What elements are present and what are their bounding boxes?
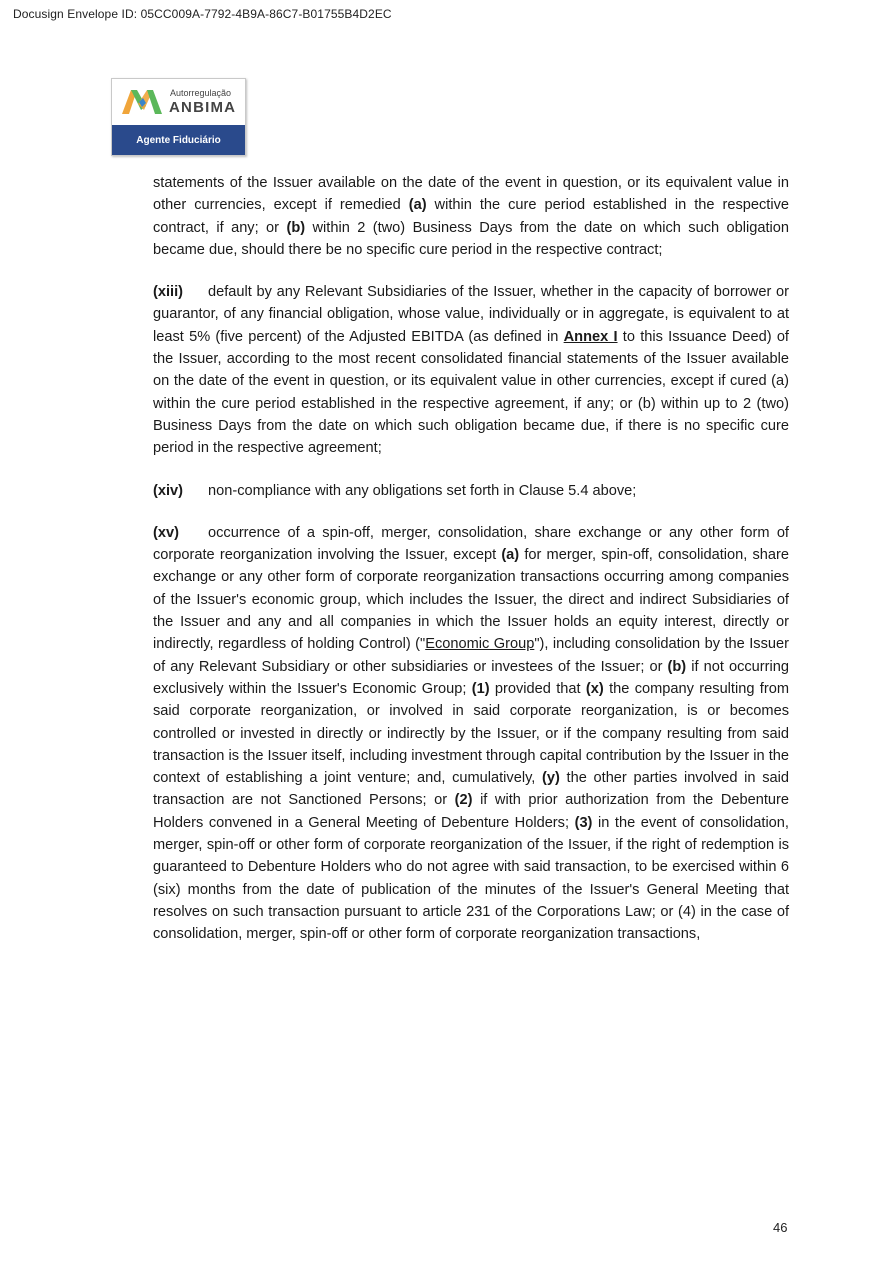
bold-reference: (1): [471, 680, 490, 697]
clause-text: if not occurring exclusively within the Issuer's Economic Group;: [153, 658, 789, 697]
clause-number: (xv): [153, 524, 179, 541]
clause-number: (xiii): [153, 284, 183, 301]
clause-text: "), including consolidation by the Issuer of any Relevant Subsidiary or other subsidiaries or investees of the Issuer; or: [153, 636, 789, 675]
bold-reference: (b): [667, 658, 687, 675]
logo-subtitle: Autorregulação: [170, 88, 232, 98]
clause-text: occurrence of a spin-off, merger, consolidation, share exchange or any other form of corporate reorganization involving the Issuer, except: [153, 524, 789, 564]
bold-reference: (b): [286, 219, 306, 236]
bold-reference: (2): [454, 792, 473, 809]
anbima-logo: [111, 78, 246, 156]
bold-reference: (y): [542, 770, 560, 787]
bold-reference: (a): [501, 547, 520, 564]
clause-text: provided that: [489, 680, 586, 697]
bold-reference: (x): [585, 680, 604, 697]
clause-text: for merger, spin-off, consolidation, share exchange or any other form of corporate reorganization transactions occurring among companies of the Issuer's economic group, which includes the Issuer, the direct and indirect Subsidiaries of the Issuer and any and all companies in which the Issuer holds an equity interest, directly or indirectly, regardless of holding Control) (": [153, 547, 789, 653]
defined-term: Economic Group: [425, 636, 535, 653]
logo-band: Agente Fiduciário: [112, 125, 245, 155]
bold-reference: (a): [408, 197, 427, 214]
clause-text: statements of the Issuer available on the date of the event in question, or its equivalent value in other currencies, except if remedied: [153, 175, 789, 214]
clause-text: within the cure period established in the respective contract, if any; or: [153, 197, 790, 236]
clause-text: in the event of consolidation, merger, spin-off or other form of corporate reorganization of the Issuer, if the right of redemption is guaranteed to Debenture Holders who do not agree with said transaction, to be exercised within 6 (six) months from the date of publication of the minutes of the Issuer's General Meeting that resolves on such transaction pursuant to article 231 of the Corporations Law; or (4) in the case of consolidation, merger, spin-off or other form of corporate reorganization transactions,: [153, 814, 789, 943]
clause-text: the other parties involved in said transaction are not Sanctioned Persons; or: [153, 770, 789, 809]
clause-text: to this Issuance Deed) of the Issuer, according to the most recent consolidated financial statements of the Issuer available on the date of the event in question, or its equivalent value in other currencies, except if cured (a) within the cure period established in the respective agreement, if any; or (b) within up to 2 (two) Business Days from the date on which such obligation became due, if there is no specific cure period in the respective agreement;: [153, 328, 789, 457]
clause-text: within 2 (two) Business Days from the date on which such obligation became due, should there be no specific cure period in the respective contract;: [153, 219, 789, 258]
clause-paragraph-continuation: [153, 172, 789, 261]
document-body: [153, 172, 789, 966]
clause-paragraph-xiii: [153, 281, 789, 459]
clause-paragraph-xiv: [153, 480, 789, 502]
logo-top: [112, 79, 245, 123]
clause-text: non-compliance with any obligations set forth in Clause 5.4 above;: [208, 482, 637, 499]
clause-text: the company resulting from said corporate reorganization, or involved in said corporate reorganization, is or becomes controlled or invested in directly or indirectly by the Issuer, or if the company resulting from said transaction is the Issuer itself, including investment through capital contribution by the Issuer in the context of establishing a joint venture; and, cumulatively,: [153, 680, 789, 787]
clause-text: if with prior authorization from the Debenture Holders convened in a General Meeting of Debenture Holders;: [153, 792, 789, 831]
annex-reference: Annex I: [563, 328, 618, 345]
bold-reference: (3): [574, 814, 593, 831]
clause-paragraph-xv: [153, 522, 789, 946]
logo-brand: ANBIMA: [169, 99, 237, 116]
page-number: 46: [773, 1220, 788, 1235]
clause-number: (xiv): [153, 482, 184, 499]
docusign-envelope-id: Docusign Envelope ID: 05CC009A-7792-4B9A-86C7-B01755B4D2EC: [13, 7, 392, 21]
clause-text: default by any Relevant Subsidiaries of the Issuer, whether in the capacity of borrower or guarantor, of any financial obligation, whose value, individually or in aggregate, is equivalent to at least 5% (five percent) of the Adjusted EBITDA (as defined in: [153, 284, 789, 345]
anbima-mark-icon: [122, 88, 162, 114]
